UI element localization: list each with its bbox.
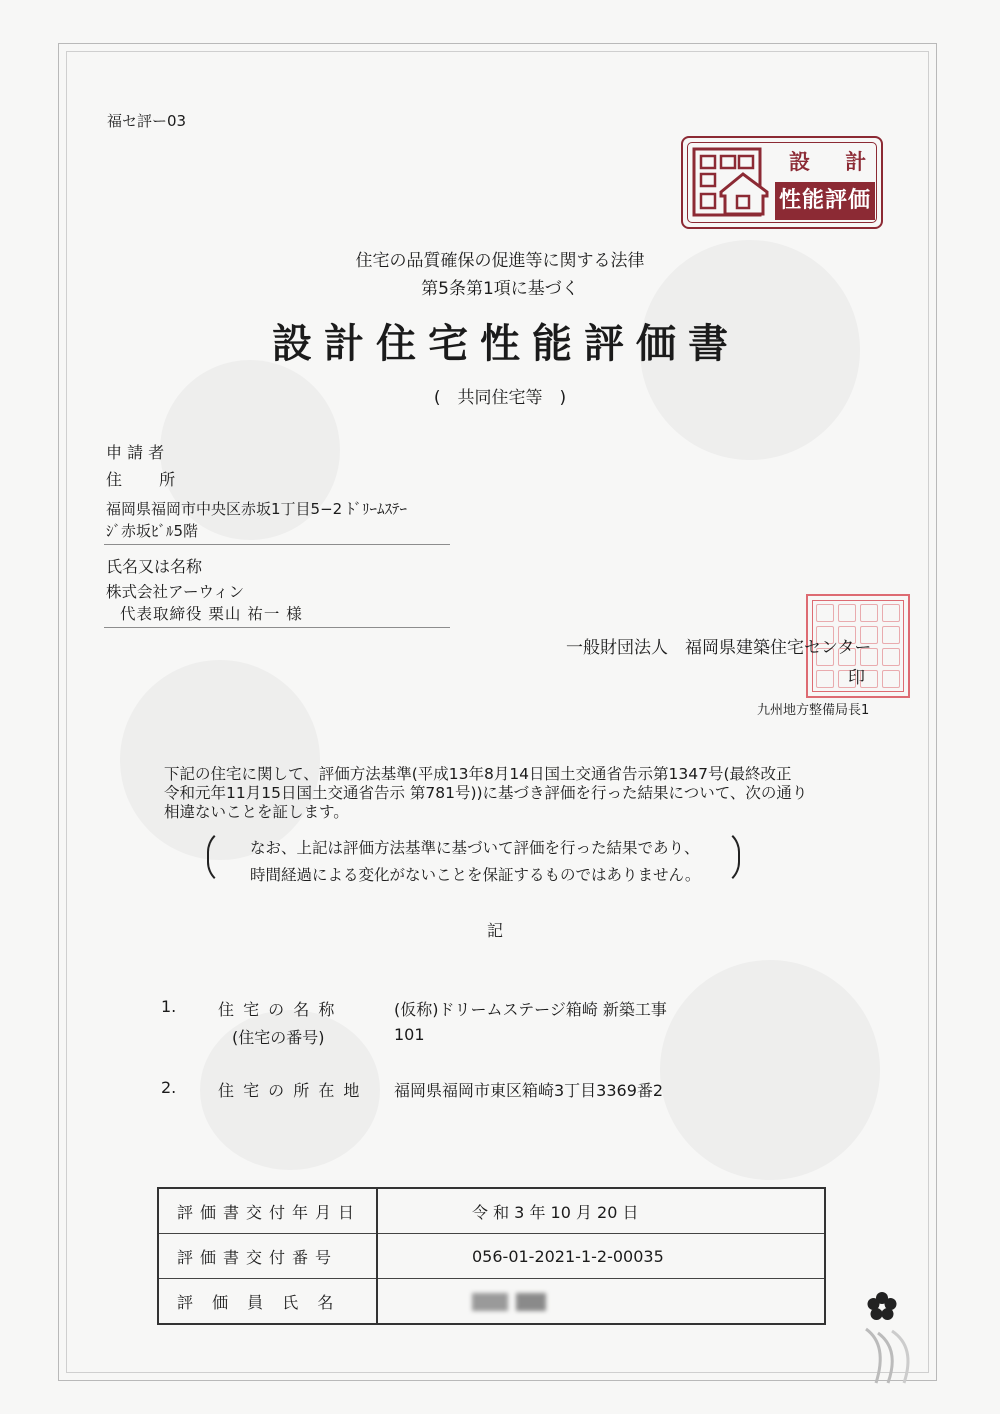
item-label: 住 宅 の 名 称 [218, 1000, 337, 1019]
issuer-corporation: 一般財団法人 福岡県建築住宅センター [566, 638, 872, 658]
redacted-name-block [472, 1293, 508, 1311]
building-type: ( 共同住宅等 ) [433, 388, 567, 408]
law-reference-line1: 住宅の品質確保の促進等に関する法律 [355, 251, 645, 271]
table-row [158, 1234, 825, 1279]
item-number: 2. [161, 1078, 177, 1097]
item-value: (仮称)ドリームステージ箱崎 新築工事 [394, 1000, 667, 1019]
address-line1: 福岡県福岡市中央区赤坂1丁目5−2 ﾄﾞﾘｰﾑｽﾃｰ [106, 500, 407, 518]
logo-bottom-text: 性能評価 [775, 182, 875, 220]
table-label-cell: 評価書交付年月日 [158, 1188, 377, 1234]
table-row [158, 1279, 825, 1325]
item-sub-value: 101 [394, 1025, 425, 1044]
applicant-heading: 申 請 者 [106, 443, 165, 462]
body-line2: 令和元年11月15日国土交通省告示 第781号))に基づき評価を行った結果について、次の通り [164, 784, 808, 802]
evaluation-info-table [157, 1187, 826, 1325]
address-line2: ｼﾞ赤坂ﾋﾞﾙ5階 [106, 522, 199, 540]
law-reference-line2: 第5条第1項に基づく [421, 279, 579, 299]
note-line1: なお、上記は評価方法基準に基づいて評価を行った結果であり、 [250, 839, 700, 857]
ki-heading: 記 [487, 921, 504, 940]
table-value-cell: 056-01-2021-1-2-00035 [377, 1234, 825, 1279]
document-title: 設計住宅性能評価書 [272, 321, 740, 367]
item-label: 住 宅 の 所 在 地 [218, 1081, 362, 1100]
item-value: 福岡県福岡市東区箱崎3丁目3369番2 [394, 1081, 664, 1100]
address-label: 住 所 [106, 470, 176, 489]
logo-top-text: 設 計 [789, 150, 881, 174]
representative-name: 代表取締役 栗山 祐一 様 [120, 605, 303, 623]
performance-evaluation-logo [681, 136, 883, 229]
body-line3: 相違ないことを証します。 [164, 803, 349, 821]
company-name: 株式会社アーウィン [106, 583, 245, 601]
table-label-cell: 評 価 員 氏 名 [158, 1279, 377, 1325]
table-value-cell [377, 1279, 825, 1325]
note-line2: 時間経過による変化がないことを保証するものではありません。 [250, 866, 701, 884]
redacted-name-block [516, 1293, 546, 1311]
issuer-registration: 九州地方整備局長1 [757, 703, 870, 718]
body-line1: 下記の住宅に関して、評価方法基準(平成13年8月14日国土交通省告示第1347号(最終改正 [164, 765, 792, 783]
seal-mark: 印 [848, 668, 865, 688]
table-value-cell: 令 和 3 年 10 月 20 日 [377, 1188, 825, 1234]
address-underline [104, 544, 450, 545]
item-number: 1. [161, 997, 177, 1016]
table-label-cell: 評価書交付番号 [158, 1234, 377, 1279]
form-number: 福セ評ー03 [107, 112, 187, 130]
item-sub-label: (住宅の番号) [232, 1028, 325, 1047]
name-underline [104, 627, 450, 628]
table-row [158, 1188, 825, 1234]
house-icon [691, 146, 771, 218]
organization-logo-icon [858, 1287, 920, 1385]
name-label: 氏名又は名称 [106, 557, 203, 576]
